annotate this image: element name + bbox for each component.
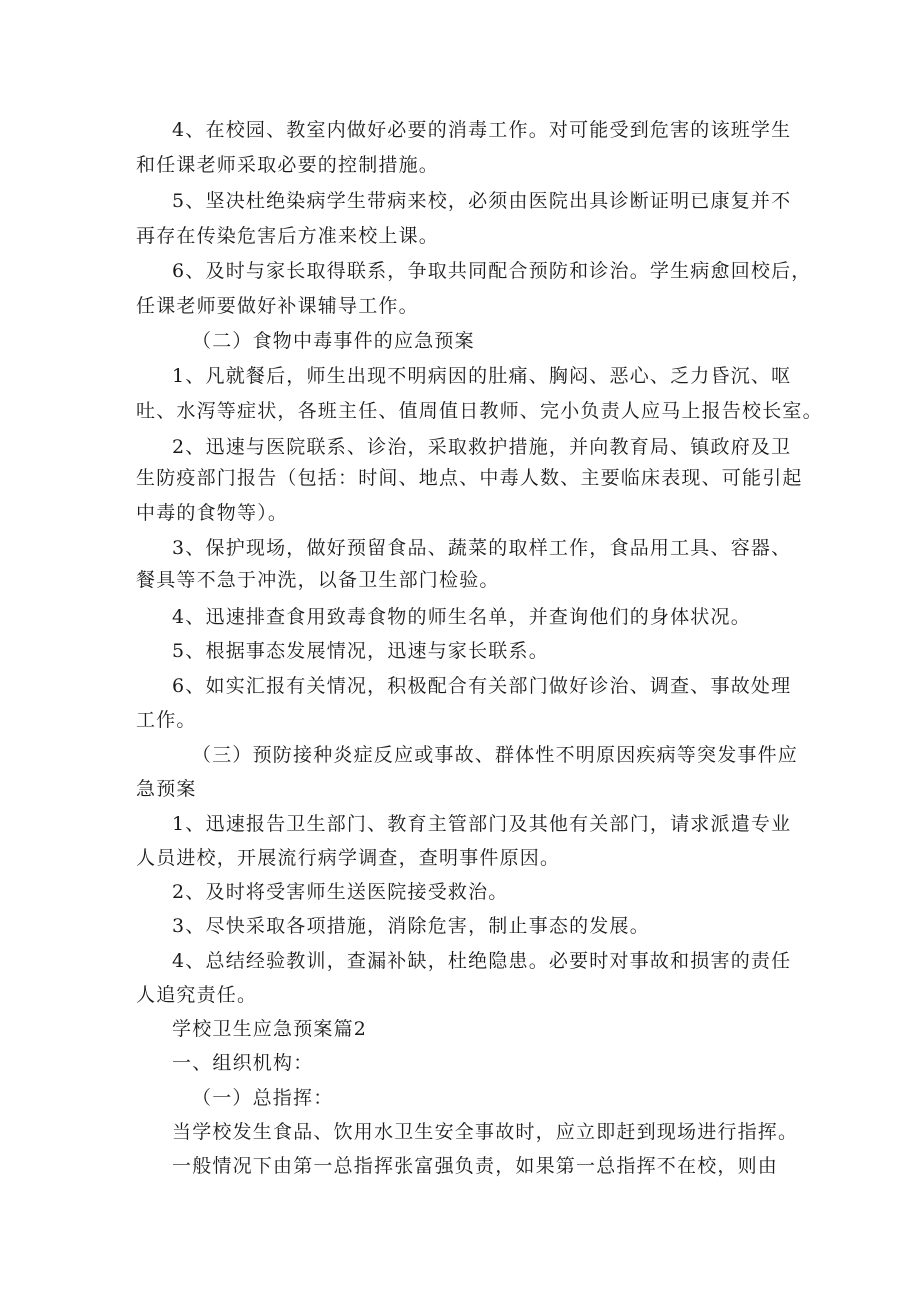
paragraph-line: 2、及时将受害师生送医院接受救治。	[172, 881, 509, 903]
paragraph-line: 中毒的食物等）。	[136, 502, 289, 524]
section-heading: （三）预防接种炎症反应或事故、群体性不明原因疾病等突发事件应	[192, 744, 799, 766]
paragraph-line: 一般情况下由第一总指挥张富强负责，如果第一总指挥不在校，则由	[172, 1155, 779, 1177]
paragraph-line: 2、迅速与医院联系、诊治，采取救护措施，并向教育局、镇政府及卫	[172, 436, 792, 458]
section-heading: 一、组织机构：	[172, 1052, 314, 1074]
paragraph-line: 和任课老师采取必要的控制措施。	[136, 154, 440, 176]
paragraph-line: 4、迅速排查食用致毒食物的师生名单，并查询他们的身体状况。	[172, 606, 751, 628]
subsection-heading: （一）总指挥：	[192, 1087, 334, 1109]
paragraph-line: 吐、水泻等症状，各班主任、值周值日教师、完小负责人应马上报告校长室。	[136, 400, 823, 422]
paragraph-line: 4、在校园、教室内做好必要的消毒工作。对可能受到危害的该班学生	[172, 119, 792, 141]
paragraph-line: 任课老师要做好补课辅导工作。	[136, 295, 419, 317]
paragraph-line: 生防疫部门报告（包括：时间、地点、中毒人数、主要临床表现、可能引起	[136, 467, 803, 489]
paragraph-line: 当学校发生食品、饮用水卫生安全事故时，应立即赶到现场进行指挥。	[172, 1121, 799, 1143]
paragraph-line: 工作。	[136, 709, 197, 731]
paragraph-line: 3、保护现场，做好预留食品、蔬菜的取样工作，食品用工具、容器、	[172, 537, 792, 559]
paragraph-line: 3、尽快采取各项措施，消除危害，制止事态的发展。	[172, 915, 650, 937]
paragraph-line: 5、根据事态发展情况，迅速与家长联系。	[172, 640, 549, 662]
paragraph-line: 人员进校，开展流行病学调查，查明事件原因。	[136, 847, 561, 869]
paragraph-line: 4、总结经验教训，查漏补缺，杜绝隐患。必要时对事故和损害的责任	[172, 950, 792, 972]
paragraph-line: 1、迅速报告卫生部门、教育主管部门及其他有关部门，请求派遣专业	[172, 813, 792, 835]
paragraph-line: 5、坚决杜绝染病学生带病来校，必须由医院出具诊断证明已康复并不	[172, 190, 792, 212]
section-heading-continued: 急预案	[136, 778, 197, 800]
paragraph-line: 6、及时与家长取得联系，争取共同配合预防和诊治。学生病愈回校后，	[172, 260, 812, 282]
article-title: 学校卫生应急预案篇2	[172, 1018, 368, 1040]
paragraph-line: 餐具等不急于冲洗，以备卫生部门检验。	[136, 569, 500, 591]
paragraph-line: 人追究责任。	[136, 984, 258, 1006]
section-heading: （二）食物中毒事件的应急预案	[192, 330, 475, 352]
paragraph-line: 6、如实汇报有关情况，积极配合有关部门做好诊治、调查、事故处理	[172, 675, 792, 697]
paragraph-line: 1、凡就餐后，师生出现不明病因的肚痛、胸闷、恶心、乏力昏沉、呕	[172, 365, 792, 387]
paragraph-line: 再存在传染危害后方准来校上课。	[136, 225, 440, 247]
